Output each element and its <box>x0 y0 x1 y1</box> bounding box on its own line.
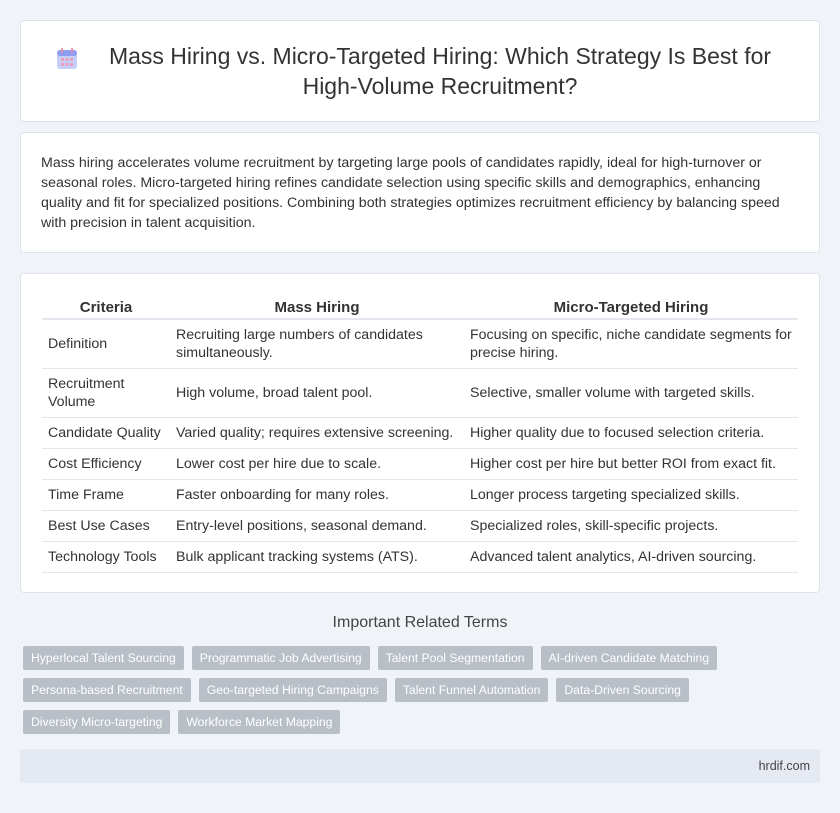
footer <box>20 749 820 783</box>
column-header-criteria: Criteria <box>42 296 170 319</box>
related-term-tag[interactable]: Talent Funnel Automation <box>395 678 549 702</box>
row-criteria: Time Frame <box>42 479 170 510</box>
page-title: Mass Hiring vs. Micro-Targeted Hiring: Which Strategy Is Best for High-Volume Recruitment? <box>108 43 772 99</box>
table-row <box>42 417 798 448</box>
table-row <box>42 510 798 541</box>
row-mass-hiring: Varied quality; requires extensive screening. <box>170 417 464 448</box>
row-criteria: Recruitment Volume <box>42 368 170 417</box>
table-row <box>42 541 798 572</box>
related-terms-list <box>23 646 743 734</box>
column-header-mass-hiring: Mass Hiring <box>170 296 464 319</box>
column-header-micro-targeted: Micro-Targeted Hiring <box>464 296 798 319</box>
table-row <box>42 319 798 368</box>
row-micro-targeted: Longer process targeting specialized skills. <box>464 479 798 510</box>
row-micro-targeted: Focusing on specific, niche candidate segments for precise hiring. <box>464 319 798 368</box>
title-card <box>20 20 820 122</box>
row-mass-hiring: Entry-level positions, seasonal demand. <box>170 510 464 541</box>
row-mass-hiring: High volume, broad talent pool. <box>170 368 464 417</box>
related-term-tag[interactable]: AI-driven Candidate Matching <box>541 646 718 670</box>
related-term-tag[interactable]: Programmatic Job Advertising <box>192 646 370 670</box>
related-terms-heading: Important Related Terms <box>332 614 508 631</box>
table-header-row <box>42 296 798 319</box>
table-row <box>42 479 798 510</box>
related-term-tag[interactable]: Hyperlocal Talent Sourcing <box>23 646 184 670</box>
comparison-card <box>20 273 820 593</box>
row-micro-targeted: Higher cost per hire but better ROI from exact fit. <box>464 448 798 479</box>
related-term-tag[interactable]: Workforce Market Mapping <box>178 710 340 734</box>
row-criteria: Best Use Cases <box>42 510 170 541</box>
row-criteria: Definition <box>42 319 170 368</box>
related-term-tag[interactable]: Talent Pool Segmentation <box>378 646 533 670</box>
comparison-table <box>42 296 798 573</box>
row-mass-hiring: Bulk applicant tracking systems (ATS). <box>170 541 464 572</box>
table-row <box>42 368 798 417</box>
row-criteria: Candidate Quality <box>42 417 170 448</box>
row-micro-targeted: Selective, smaller volume with targeted skills. <box>464 368 798 417</box>
table-row <box>42 448 798 479</box>
footer-site-link[interactable]: hrdif.com <box>758 759 810 773</box>
intro-card <box>20 132 820 253</box>
related-term-tag[interactable]: Persona-based Recruitment <box>23 678 191 702</box>
intro-paragraph: Mass hiring accelerates volume recruitment by targeting large pools of candidates rapidly, ideal for high-turnover or seasonal roles. Micro-targeted hiring refines candidate selection using specific skills and demographics, enhancing quality and fit for specialized positions. Combining both strategies optimizes recruitment efficiency by balancing speed with precision in talent acquisition. <box>41 155 780 231</box>
row-micro-targeted: Specialized roles, skill-specific projects. <box>464 510 798 541</box>
row-mass-hiring: Recruiting large numbers of candidates simultaneously. <box>170 319 464 368</box>
related-term-tag[interactable]: Data-Driven Sourcing <box>556 678 689 702</box>
row-criteria: Technology Tools <box>42 541 170 572</box>
row-micro-targeted: Advanced talent analytics, AI-driven sourcing. <box>464 541 798 572</box>
row-mass-hiring: Faster onboarding for many roles. <box>170 479 464 510</box>
row-criteria: Cost Efficiency <box>42 448 170 479</box>
row-micro-targeted: Higher quality due to focused selection criteria. <box>464 417 798 448</box>
related-term-tag[interactable]: Geo-targeted Hiring Campaigns <box>199 678 387 702</box>
related-term-tag[interactable]: Diversity Micro-targeting <box>23 710 170 734</box>
row-mass-hiring: Lower cost per hire due to scale. <box>170 448 464 479</box>
